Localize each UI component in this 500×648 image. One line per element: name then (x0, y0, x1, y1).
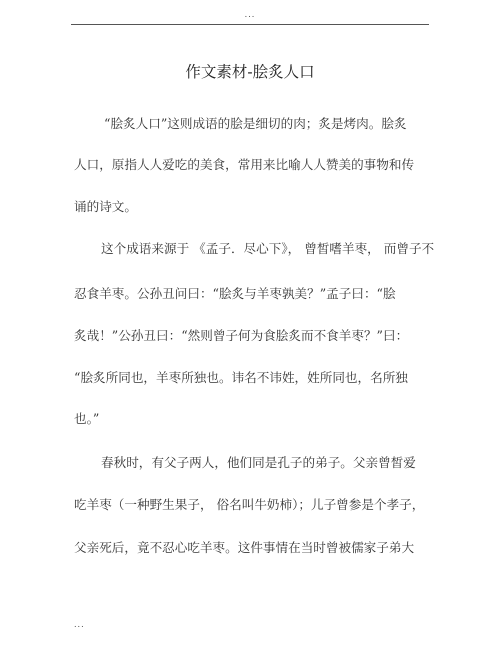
paragraph-line: 父亲死后，竟不忍心吃羊枣。这件事情在当时曾被儒家子弟大 (74, 540, 415, 555)
paragraph-line: 忍食羊枣。公孙丑问曰：“脍炙与羊枣孰美？”孟子曰：“脍 (74, 286, 396, 301)
header-divider (71, 24, 429, 25)
paragraph-line: “脍炙所同也，羊枣所独也。讳名不讳姓，姓所同也，名所独 (74, 370, 408, 385)
paragraph-line: 人口，原指人人爱吃的美食，常用来比喻人人赞美的事物和传 (74, 157, 415, 172)
paragraph-line: 吃羊枣（一种野生果子， 俗名叫牛奶柿）；儿子曾参是个孝子， (74, 497, 425, 512)
paragraph-line: 诵的诗文。 (74, 199, 137, 214)
paragraph-line: 炙哉！”公孙丑曰：“然则曾子何为食脍炙而不食羊枣？”曰： (74, 328, 409, 343)
footer-mark: ... (74, 620, 85, 629)
header-mark: ... (244, 10, 256, 19)
paragraph-line: 这个成语来源于 《孟子．尽心下》， 曾皙嗜羊枣， 而曾子不 (101, 241, 435, 256)
paragraph-line: 也。” (74, 411, 100, 426)
page-title: 作文素材-脍炙人口 (185, 63, 315, 81)
paragraph-line: 春秋时，有父子两人，他们同是孔子的弟子。父亲曾皙爱 (101, 455, 416, 470)
paragraph-line: “脍炙人口”这则成语的脍是细切的肉；炙是烤肉。脍炙 (104, 116, 407, 131)
